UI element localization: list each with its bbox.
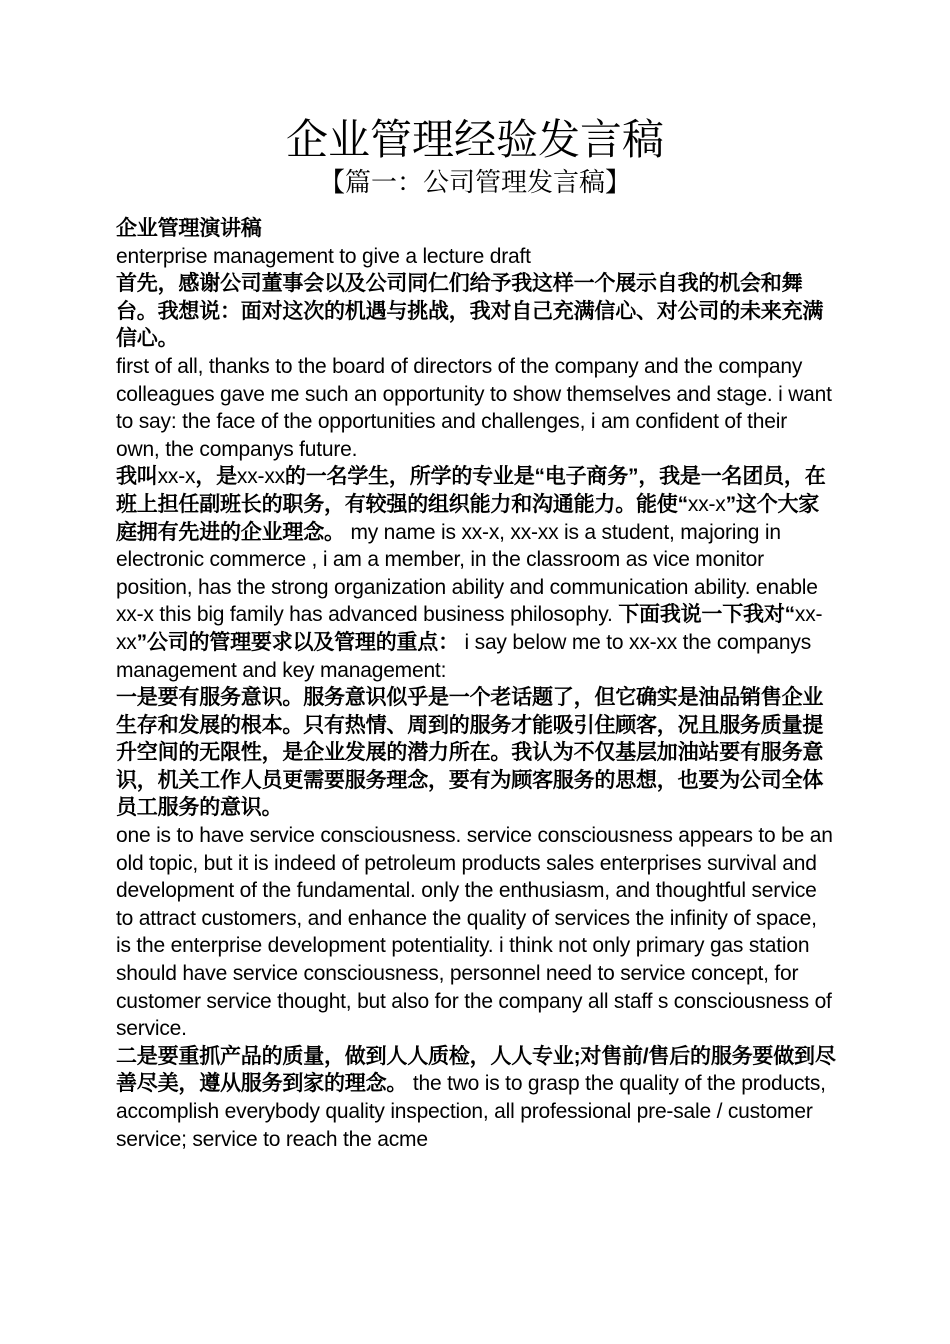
text-run-code: xx-xx xyxy=(236,465,285,489)
section-heading-english: enterprise management to give a lecture draft xyxy=(116,244,531,268)
paragraph-service-english: one is to have service consciousness. service consciousness appears to be an old topic, but it is indeed of petroleum products sales enterprises survival and development of the fundamental. only the enthusiasm, and thoughtful service to attract customers, and enhance the quality of services the infinity of space, is the enterprise development potentiality. i think not only primary gas station should have service consciousness, personnel need to service concept, for customer service thought, but also for the company all staff s consciousness of service. xyxy=(116,824,833,1041)
text-run-english: i say below me to xx-xx the companys management and key management: xyxy=(116,630,811,682)
paragraph-opening-english: first of all, thanks to the board of directors of the company and the company colleagues gave me such an opportunity to show themselves and stage. i want to say: the face of the opportunities and challenges, i am confident of their own, the companys future. xyxy=(116,354,832,461)
text-run-code: xx-x xyxy=(157,465,196,489)
document-subtitle: 【篇一：公司管理发言稿】 xyxy=(318,167,631,197)
text-run-code: xx-xx xyxy=(116,603,823,654)
paragraph-self-introduction xyxy=(116,463,836,684)
paragraph-quality xyxy=(116,1043,836,1153)
text-run-english: the two is to grasp the quality of the products, accomplish everybody quality inspection, all professional pre-sale / customer service; service to reach the acme xyxy=(116,1072,826,1151)
section-heading: 企业管理演讲稿 xyxy=(116,217,262,240)
text-run-cn: ”公司的管理要求以及管理的重点： xyxy=(136,630,459,654)
document-body xyxy=(116,215,836,1153)
text-run-cn: 我叫 xyxy=(116,465,158,489)
paragraph-opening-chinese: 首先，感谢公司董事会以及公司同仁们给予我这样一个展示自我的机会和舞台。我想说：面对这次的机遇与挑战，我对自己充满信心、对公司的未来充满信心。 xyxy=(116,272,824,351)
paragraph-service-chinese: 一是要有服务意识。服务意识似乎是一个老话题了，但它确实是油品销售企业生存和发展的根本。只有热情、周到的服务才能吸引住顾客，况且服务质量提升空间的无限性，是企业发展的潜力所在。我认为不仅基层加油站要有服务意识，机关工作人员更需要服务理念，要有为顾客服务的思想，也要为公司全体员工服务的意识。 xyxy=(116,686,824,820)
text-run-cn: 二是要重抓产品的质量，做到人人质检，人人专业;对售前/售后的服务要做到尽善尽美，遵从服务到家的理念。 xyxy=(116,1044,836,1096)
text-run-cn: 下面我说一下我对“ xyxy=(618,603,795,627)
text-run-english: my name is xx-x, xx-xx is a student, majoring in electronic commerce , i am a member, in the classroom as vice monitor position, has the strong organization ability and communication ability. enable xx-x this big family has advanced business philosophy. xyxy=(116,520,818,627)
text-run-code: xx-x xyxy=(687,492,726,516)
text-run-cn: ，是 xyxy=(195,465,237,489)
text-run-cn: ”这个大家庭拥有先进的企业理念。 xyxy=(116,492,820,544)
text-run-cn: 的一名学生，所学的专业是“电子商务”，我是一名团员，在班上担任副班长的职务，有较强的组织能力和沟通能力。能使“ xyxy=(116,465,826,516)
document-title: 企业管理经验发言稿 xyxy=(285,116,664,163)
